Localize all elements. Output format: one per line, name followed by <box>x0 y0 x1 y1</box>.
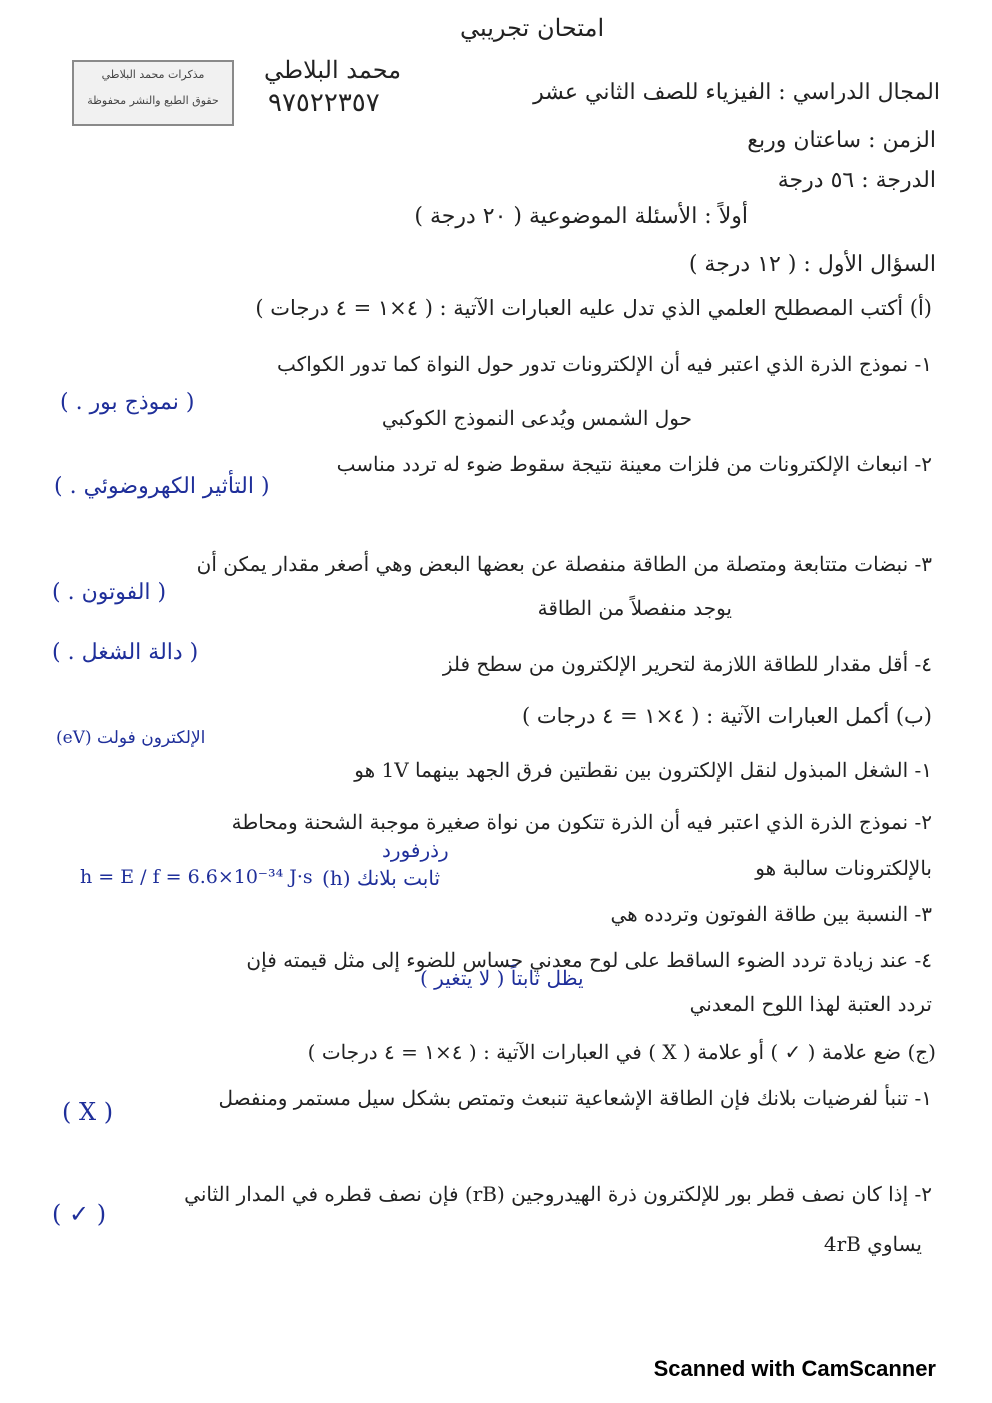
part-a-item-1-answer: ( نموذج بور . ) <box>60 390 195 415</box>
stamp-line-2: حقوق الطبع والنشر محفوظة <box>87 94 219 107</box>
part-b-item-4-line1: ٤- عند زيادة تردد الضوء الساقط على لوح معدني حساس للضوء إلى مثل قيمته فإن <box>246 948 932 972</box>
part-c-item-2-line1: ٢- إذا كان نصف قطر بور للإلكترون ذرة الهيدروجين (rB) فإن نصف قطره في المدار الثاني <box>184 1182 932 1206</box>
part-a-item-3-answer: ( الفوتون . ) <box>52 580 167 605</box>
part-b-item-2-answer: رذرفورد <box>382 838 449 862</box>
planck-formula: h = E / f = 6.6×10⁻³⁴ J·s <box>80 866 313 888</box>
part-c-title: (ج) ضع علامة ( ✓ ) أو علامة ( X ) في العبارات الآتية : ( ٤×١ = ٤ درجات ) <box>307 1040 936 1064</box>
part-b-item-3-line1: ٣- النسبة بين طاقة الفوتون وتردده هي <box>610 902 932 926</box>
stamp-line-1: مذكرات محمد البلاطي <box>101 68 205 81</box>
question-1-title: السؤال الأول : ( ١٢ درجة ) <box>688 252 936 277</box>
scanner-watermark: Scanned with CamScanner <box>653 1356 936 1381</box>
part-b-item-3-answer: ثابت بلانك (h) <box>322 866 441 890</box>
part-a-item-1-line1: ١- نموذج الذرة الذي اعتبر فيه أن الإلكترونات تدور حول النواة كما تدور الكواكب <box>277 352 932 376</box>
part-a-item-2-line1: ٢- انبعاث الإلكترونات من فلزات معينة نتيجة سقوط ضوء له تردد مناسب <box>336 452 932 476</box>
author-name: محمد البلاطي <box>264 56 402 84</box>
exam-title: امتحان تجريبي <box>460 14 605 42</box>
part-a-item-3-line1: ٣- نبضات متتابعة ومتصلة من الطاقة منفصلة عن بعضها البعض وهي أصغر مقدار يمكن أن <box>196 552 932 576</box>
part-a-item-4-answer: ( دالة الشغل . ) <box>52 640 199 665</box>
part-b-item-4-answer: يظل ثابتاً ( لا يتغير ) <box>420 966 584 990</box>
part-a-item-3-line2: يوجد منفصلاً من الطاقة <box>537 596 732 620</box>
author-phone: ٩٧٥٢٢٣٥٧ <box>268 88 380 118</box>
field-label: المجال الدراسي : الفيزياء للصف الثاني عشر <box>533 80 940 105</box>
section-title: أولاً : الأسئلة الموضوعية ( ٢٠ درجة ) <box>414 204 748 229</box>
part-c-item-1-line1: ١- تنبأ لفرضيات بلانك فإن الطاقة الإشعاعية تنبعث وتمتص بشكل سيل مستمر ومنفصل <box>218 1086 932 1110</box>
part-a-item-1-line2: حول الشمس ويُدعى النموذج الكوكبي <box>381 406 692 430</box>
part-b-item-1-answer: الإلكترون فولت (eV) <box>56 728 206 748</box>
copyright-stamp <box>72 60 234 126</box>
grade-label: الدرجة : ٥٦ درجة <box>777 168 936 193</box>
part-b-item-2-line1: ٢- نموذج الذرة الذي اعتبر فيه أن الذرة تتكون من نواة صغيرة موجبة الشحنة ومحاطة <box>231 810 932 834</box>
part-a-title: (أ) أكتب المصطلح العلمي الذي تدل عليه العبارات الآتية : ( ٤×١ = ٤ درجات ) <box>255 296 932 320</box>
part-c-item-1-answer: ( X ) <box>62 1098 114 1126</box>
part-b-item-2-line2: بالإلكترونات سالبة هو <box>755 856 932 880</box>
part-b-title: (ب) أكمل العبارات الآتية : ( ٤×١ = ٤ درجات ) <box>521 704 932 728</box>
part-c-item-2-answer: ( ✓ ) <box>52 1200 107 1228</box>
part-a-item-4-line1: ٤- أقل مقدار للطاقة اللازمة لتحرير الإلكترون من سطح فلز <box>442 652 932 676</box>
part-a-item-2-answer: ( التأثير الكهروضوئي . ) <box>54 474 270 499</box>
part-c-item-2-line2: يساوي 4rB <box>823 1232 922 1256</box>
part-b-item-4-line2: تردد العتبة لهذا اللوح المعدني <box>689 992 932 1016</box>
time-label: الزمن : ساعتان وربع <box>747 128 936 153</box>
part-b-item-1-line1: ١- الشغل المبذول لنقل الإلكترون بين نقطتين فرق الجهد بينهما 1V هو <box>354 758 932 782</box>
